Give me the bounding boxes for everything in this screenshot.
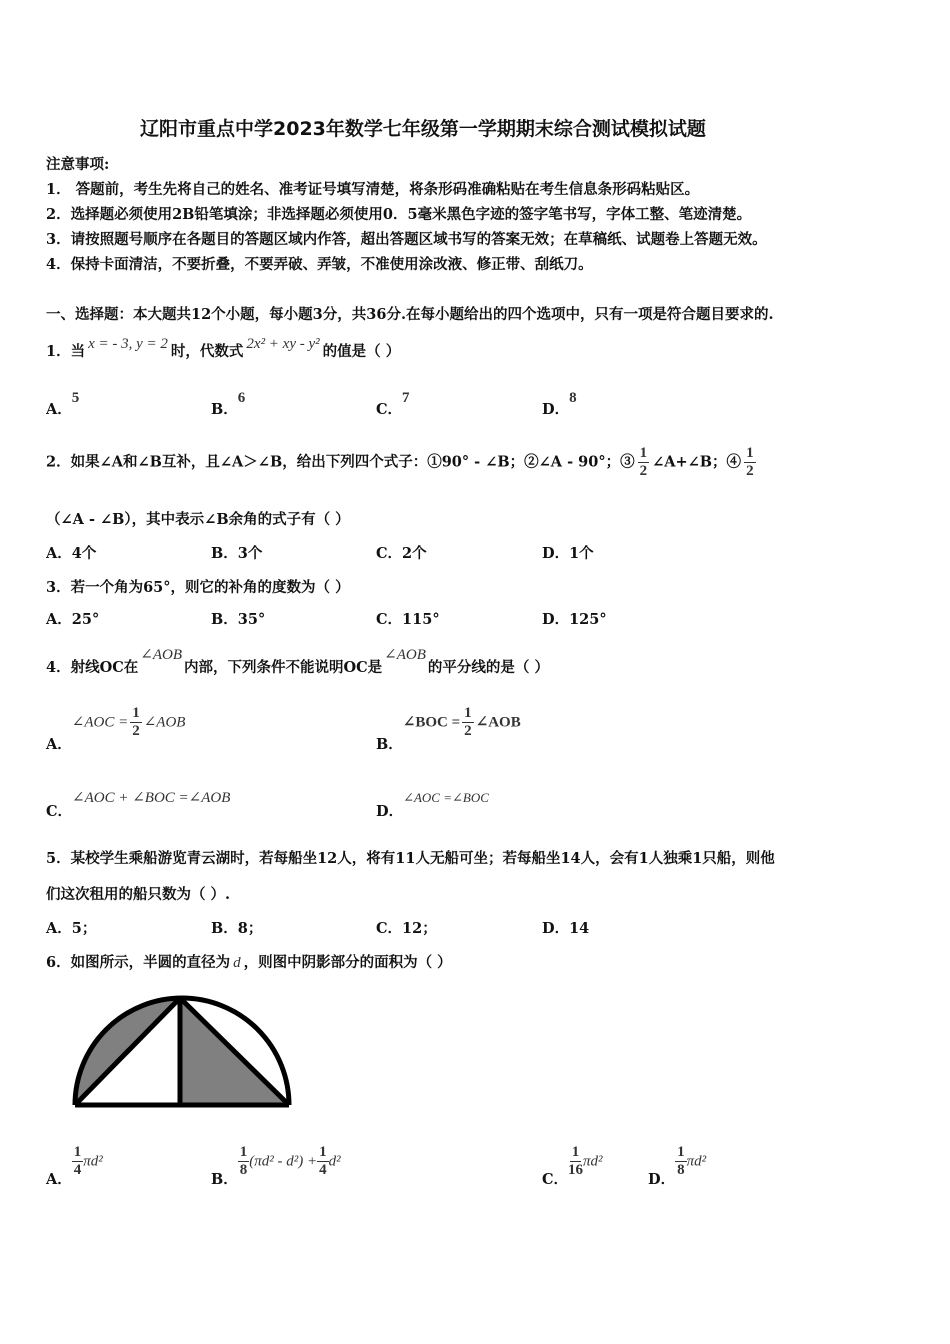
q5-option-d: D．14: [542, 920, 590, 937]
fraction: $\frac{1}{2}$: [746, 445, 754, 479]
q3-option-a: A．25°: [46, 611, 100, 628]
angle-aob: ∠AOB: [384, 647, 426, 663]
fraction: $\frac{1}{2}$: [464, 705, 472, 739]
q1-pre: 1．当: [46, 343, 86, 360]
q2-option-c: C．2个: [376, 545, 427, 562]
fraction: $\frac{1}{8}$: [239, 1144, 248, 1178]
q3-stem: 3．若一个角为65°，则它的补角的度数为（ ）: [46, 579, 350, 596]
q1-stem: [46, 336, 401, 361]
fraction: $\frac{1}{2}$: [639, 445, 648, 479]
angle-aob: ∠AOB: [140, 647, 182, 663]
q6-stem: 6．如图所示，半圆的直径为 d ，则图中阴影部分的面积为（ ）: [46, 954, 452, 971]
q5-line2: 们这次租用的船只数为（ ）.: [46, 886, 231, 903]
q1-condition: x = - 3, y = 2: [88, 336, 168, 352]
q3-option-d: D．125°: [542, 611, 607, 628]
q6-option-a: A． $\frac{1}{4}$ πd²: [46, 1144, 103, 1188]
q2-option-d: D．1个: [542, 545, 594, 562]
semicircle-figure: [70, 990, 294, 1110]
fraction: $\frac{1}{2}$: [132, 705, 140, 739]
q1-option-c: C．7: [376, 390, 410, 418]
q1-option-a: A．5: [46, 390, 80, 418]
fraction: $\frac{1}{4}$: [73, 1144, 82, 1178]
q4-option-c: C．∠AOC + ∠BOC =∠AOB: [46, 790, 231, 820]
q6-option-b: B． $\frac{1}{8}$ (πd² - d²) + $\frac{1}{4}$ d²: [211, 1144, 341, 1188]
q4-stem: 4．射线OC在∠AOB内部，下列条件不能说明OC是∠AOB的平分线的是（ ）: [46, 647, 549, 676]
q4-option-d: D．∠AOC =∠BOC: [376, 790, 489, 820]
q2-option-a: A．4个: [46, 545, 97, 562]
q5-line1: 5．某校学生乘船游览青云湖时，若每船坐12人，将有11人无船可坐；若每船坐14人，会有1人独乘1只船，则他: [46, 850, 775, 867]
q3-option-b: B．35°: [211, 611, 266, 628]
notice-item: 1． 答题前，考生先将自己的姓名、准考证号填写清楚，将条形码准确粘贴在考生信息条形码粘贴区。: [46, 181, 700, 198]
q2-mid: ∠A+∠B；④: [652, 453, 742, 471]
q1-option-d: D．8: [542, 390, 577, 418]
fraction: $\frac{1}{4}$: [319, 1144, 327, 1178]
notice-item: 3．请按照题号顺序在各题目的答题区域内作答，超出答题区域书写的答案无效；在草稿纸、试题卷上答题无效。: [46, 231, 767, 248]
q1-post: 的值是（ ）: [322, 343, 401, 360]
q2-option-b: B．3个: [211, 545, 263, 562]
q4-option-a: A．∠AOC = $\frac{1}{2}$ ∠AOB: [46, 705, 186, 753]
q1-option-b: B．6: [211, 390, 246, 418]
q3-option-c: C．115°: [376, 611, 440, 628]
q6-option-d: D． $\frac{1}{8}$ πd²: [648, 1144, 707, 1188]
page-title: 辽阳市重点中学2023年数学七年级第一学期期末综合测试模拟试题: [140, 118, 706, 140]
fraction: $\frac{1}{8}$: [677, 1144, 685, 1178]
fraction: $\frac{1}{16}$: [568, 1144, 584, 1178]
section-heading: 一、选择题：本大题共12个小题，每小题3分，共36分.在每小题给出的四个选项中，只有一项是符合题目要求的.: [46, 306, 774, 323]
q2-stem: [46, 446, 759, 479]
q6-option-c: C． $\frac{1}{16}$ πd²: [542, 1144, 603, 1188]
q1-expression: 2x² + xy - y²: [246, 336, 320, 352]
notice-heading: 注意事项:: [46, 156, 110, 173]
notice-item: 2．选择题必须使用2B铅笔填涂；非选择题必须使用0．5毫米黑色字迹的签字笔书写，字体工整、笔迹清楚。: [46, 206, 752, 223]
notice-item: 4．保持卡面清洁，不要折叠，不要弄破、弄皱，不准使用涂改液、修正带、刮纸刀。: [46, 256, 593, 273]
q2-line1: 2．如果∠A和∠B互补，且∠A＞∠B，给出下列四个式子：①90° - ∠B；②∠A - 90°；③: [46, 453, 635, 471]
q5-option-c: C．12；: [376, 920, 437, 937]
q2-line2: （∠A - ∠B），其中表示∠B余角的式子有（ ）: [46, 511, 350, 528]
q5-option-b: B．8；: [211, 920, 263, 937]
q1-mid: 时，代数式: [170, 343, 244, 360]
var-d: d: [233, 955, 241, 971]
q5-option-a: A．5；: [46, 920, 97, 937]
q4-option-b: B．∠BOC = $\frac{1}{2}$ ∠AOB: [376, 705, 521, 753]
